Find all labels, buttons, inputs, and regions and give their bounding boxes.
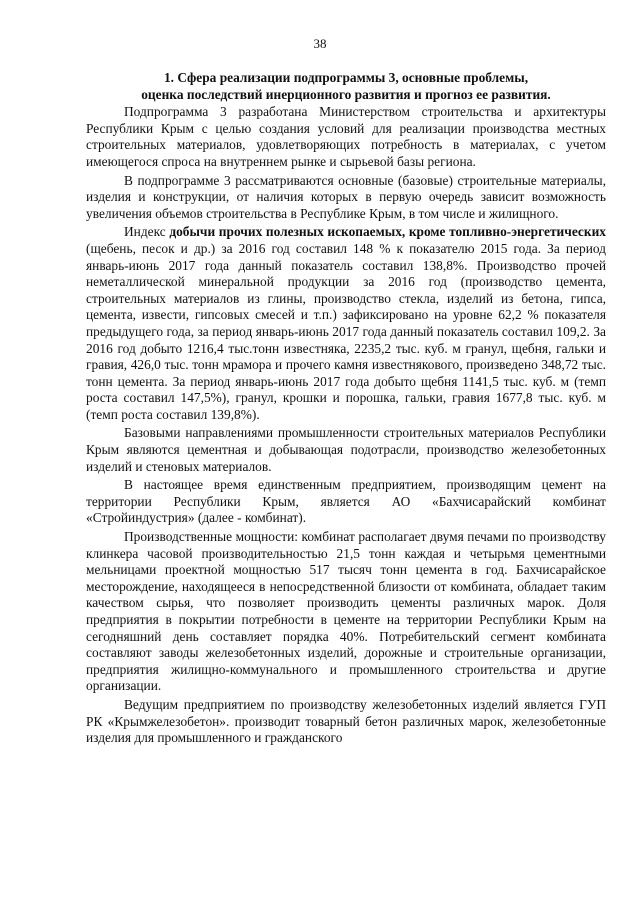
page-number: 38 — [313, 36, 327, 51]
paragraph-7: Ведущим предприятием по производству железобетонных изделий является ГУП РК «Крымжелезобетон». производит товарный бетон различных марок, железобетонные изделия для промышленного и гражданского — [86, 696, 606, 746]
paragraph-3 — [86, 224, 606, 423]
paragraph-5: В настоящее время единственным предприятием, производящим цемент на территории Республики Крым, является АО «Бахчисарайский комбинат «Стройиндустрия» (далее - комбинат). — [86, 477, 606, 526]
paragraph-3-lead: Индекс — [124, 224, 170, 240]
paragraph-6: Производственные мощности: комбинат располагает двумя печами по производству клинкера часовой производительностью 21,5 тонн каждая и четырьмя цементными мельницами проектной мощностью 517 тысяч тонн цемента в год. Бахчисарайское месторождение, находящееся в непосредственной близости от комбината, обладает таким качеством сырья, что позволяет производить цементы различных марок. Доля предприятия в покрытии потребности в цементе на территории Республики Крым на сегодняшний день составляет порядка 40%. Потребительский сегмент комбината составляют заводы железобетонных изделий, дорожные и строительные организации, предприятия жилищно-коммунального и промышленного строительства и другие организации. — [86, 529, 606, 694]
section-heading — [86, 70, 606, 103]
paragraph-3-rest: (щебень, песок и др.) за 2016 год составил 148 % к показателю 2015 года. За период январь-июнь 2017 года данный показатель составил 138,8%. Производство прочей неметаллической минеральной продукции за 2016 год (производство цемента, строительных материалов из глины, производство стекла, изделий из бетона, гипса, цемента, извести, гипсовых смесей и т.п.) зафиксировано на уровне 62,2 % показателя предыдущего года, за период январь-июнь 2017 года данный показатель составил 109,2. За 2016 год добыто 1216,4 тыс.тонн известняка, 2235,2 тыс. куб. м гранул, щебня, гальки и гравия, 426,0 тыс. тонн мрамора и прочего камня известнякового, произведено 348,72 тыс. тонн цемента. За период январь-июнь 2017 года добыто щебня 1141,5 тыс. куб. м (темп роста составил 147,5%), гранул, крошки и порошка, гальки, гравия 1677,8 тыс. куб. м (темп роста составил 139,8%). — [86, 240, 606, 422]
paragraph-4: Базовыми направлениями промышленности строительных материалов Республики Крым являются цементная и добывающая подотрасли, производство железобетонных изделий и стеновых материалов. — [86, 425, 606, 474]
paragraph-3-emphasis: добычи прочих полезных ископаемых, кроме топливно-энергетических — [169, 224, 606, 240]
section-heading-line-2: оценка последствий инерционного развития и прогноз ее развития. — [141, 86, 551, 102]
document-body — [86, 70, 606, 749]
paragraph-1: Подпрограмма 3 разработана Министерством строительства и архитектуры Республики Крым с целью создания условий для реализации производства местных строительных материалов, удовлетворяющих потребность в материалах, с учетом имеющегося спроса на внутреннем рынке и сырьевой базы региона. — [86, 104, 606, 169]
section-heading-line-1: 1. Сфера реализации подпрограммы 3, основные проблемы, — [163, 70, 529, 85]
paragraph-2: В подпрограмме 3 рассматриваются основные (базовые) строительные материалы, изделия и конструкции, от наличия которых в первую очередь зависит возможность увеличения объемов строительства в Республике Крым, в том числе и жилищного. — [86, 172, 606, 221]
